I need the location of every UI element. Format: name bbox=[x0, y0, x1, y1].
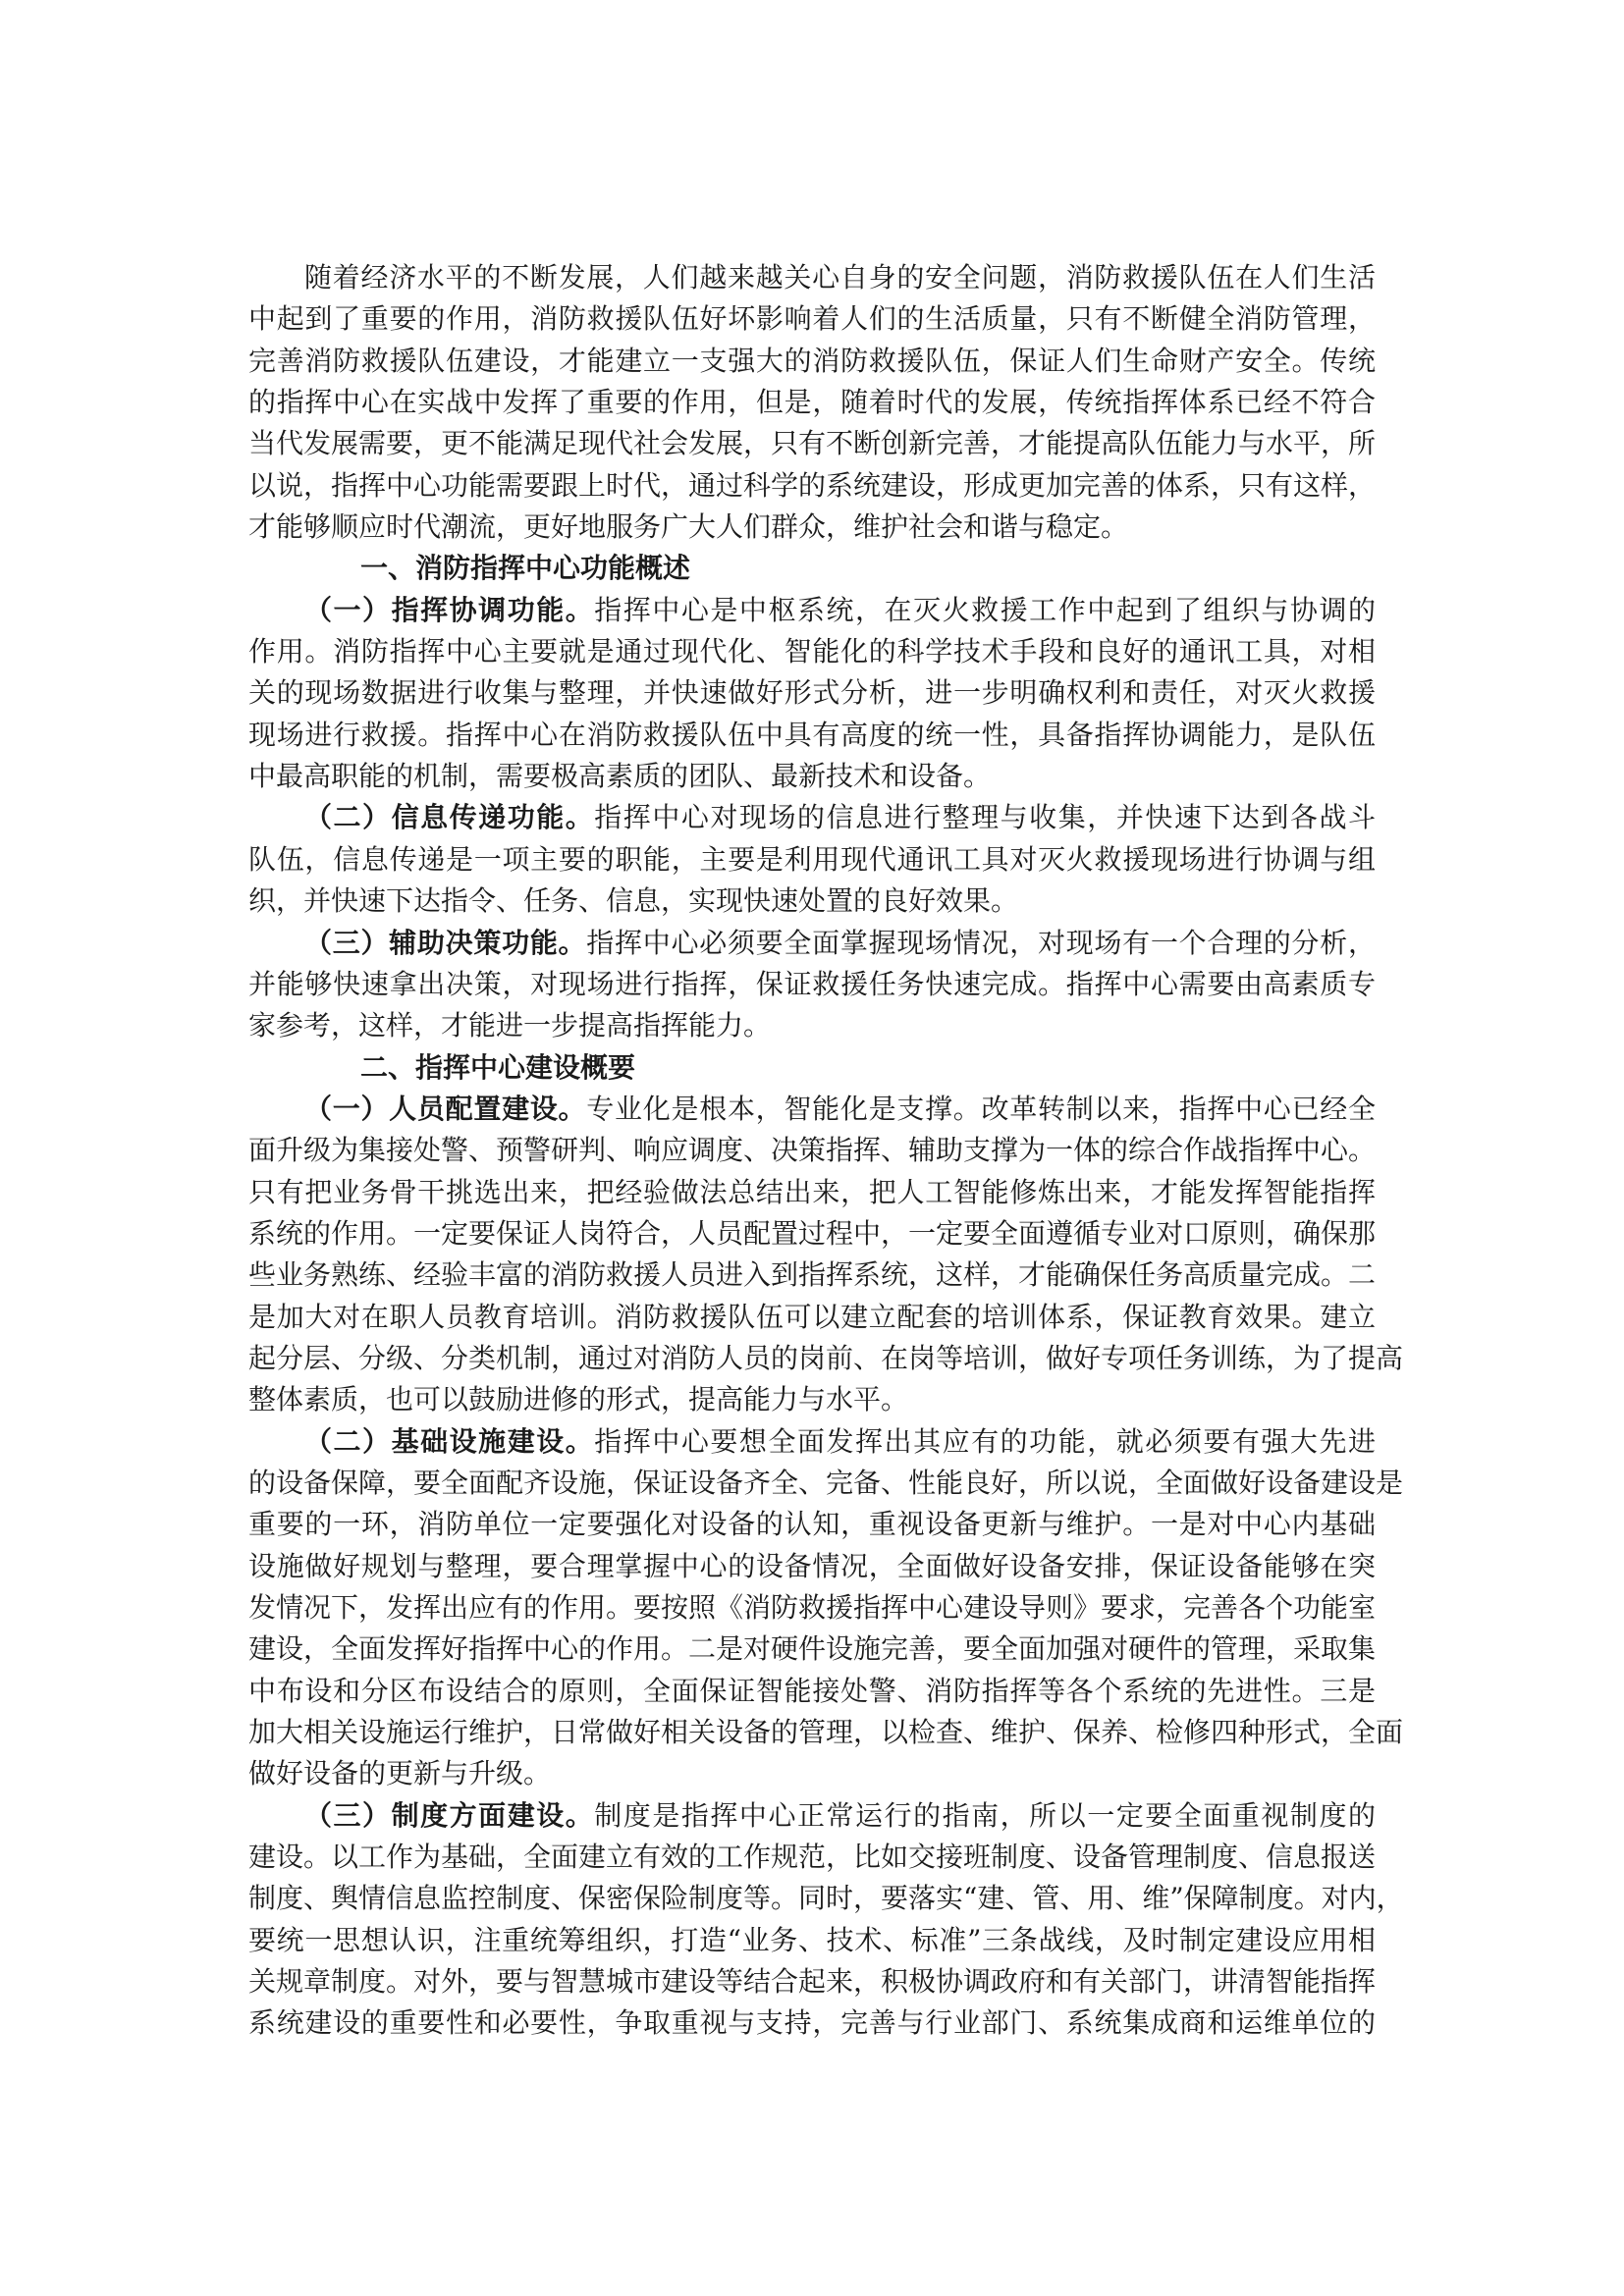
paragraph-institutional bbox=[248, 1795, 1404, 2045]
text-line: 当代发展需要，更不能满足现代社会发展，只有不断创新完善，才能提高队伍能力与水平，所 bbox=[248, 427, 1377, 460]
paragraph-text: 指挥中心要想全面发挥出其应有的功能，就必须要有强大先进 bbox=[594, 1424, 1376, 1458]
paragraph-decision-support bbox=[248, 923, 1376, 1047]
document-page bbox=[248, 257, 1404, 2045]
text-line: 发情况下，发挥出应有的作用。要按照《消防救援指挥中心建设导则》要求，完善各个功能室 bbox=[248, 1591, 1377, 1624]
paragraph-text: 专业化是根本，智能化是支撑。改革转制以来，指挥中心已经全 bbox=[586, 1092, 1376, 1125]
paragraph-text: 指挥中心对现场的信息进行整理与收集，并快速下达到各战斗 bbox=[594, 801, 1376, 834]
text-line: 中布设和分区布设结合的原则，全面保证智能接处警、消防指挥等各个系统的先进性。三是 bbox=[248, 1674, 1376, 1707]
text-line: 作用。消防指挥中心主要就是通过现代化、智能化的科学技术手段和良好的通讯工具，对相 bbox=[248, 635, 1376, 668]
text-line: 现场进行救援。指挥中心在消防救援队伍中具有高度的统一性，具备指挥协调能力，是队伍 bbox=[248, 718, 1376, 751]
text-line: 关的现场数据进行收集与整理，并快速做好形式分析，进一步明确权利和责任，对灭火救援 bbox=[248, 676, 1376, 710]
paragraph-text: 制度是指挥中心正常运行的指南，所以一定要全面重视制度的 bbox=[594, 1798, 1376, 1832]
text-line: 家参考，这样，才能进一步提高指挥能力。 bbox=[248, 1009, 772, 1042]
paragraph-command-coordination bbox=[248, 590, 1376, 798]
text-line: 才能够顺应时代潮流，更好地服务广大人们群众，维护社会和谐与稳定。 bbox=[248, 510, 1129, 544]
text-line: 些业务熟练、经验丰富的消防救援人员进入到指挥系统，这样，才能确保任务高质量完成。二 bbox=[248, 1258, 1377, 1292]
intro-paragraph bbox=[248, 257, 1376, 548]
text-line bbox=[248, 1795, 1376, 1837]
section-heading-1: 一、消防指挥中心功能概述 bbox=[360, 552, 691, 585]
text-line: 建设。以工作为基础，全面建立有效的工作规范，比如交接班制度、设备管理制度、信息报送 bbox=[248, 1841, 1377, 1874]
text-line: 织，并快速下达指令、任务、信息，实现快速处置的良好效果。 bbox=[248, 884, 1019, 918]
text-line: 系统的作用。一定要保证人岗符合，人员配置过程中，一定要全面遵循专业对口原则，确保那 bbox=[248, 1216, 1377, 1250]
paragraph-information-transfer bbox=[248, 797, 1376, 922]
text-line bbox=[248, 1089, 1376, 1130]
text-line bbox=[248, 590, 1376, 631]
text-line bbox=[248, 923, 1376, 964]
text-line: 并能够快速拿出决策，对现场进行指挥，保证救援任务快速完成。指挥中心需要由高素质专 bbox=[248, 967, 1376, 1000]
text-line: 只有把业务骨干挑选出来，把经验做法总结出来，把人工智能修炼出来，才能发挥智能指挥 bbox=[248, 1175, 1376, 1208]
paragraph-staffing bbox=[248, 1089, 1404, 1421]
text-line: 起分层、分级、分类机制，通过对消防人员的岗前、在岗等培训，做好专项任务训练，为了提高 bbox=[248, 1341, 1404, 1374]
text-line: 制度、舆情信息监控制度、保密保险制度等。同时，要落实“建、管、用、维”保障制度。对内， bbox=[248, 1882, 1404, 1915]
text-line: 的设备保障，要全面配齐设施，保证设备齐全、完备、性能良好，所以说，全面做好设备建设是 bbox=[248, 1466, 1404, 1499]
text-line bbox=[248, 1421, 1376, 1463]
paragraph-text: 指挥中心必须要全面掌握现场情况，对现场有一个合理的分析， bbox=[586, 926, 1376, 959]
text-line: 建设，全面发挥好指挥中心的作用。二是对硬件设施完善，要全面加强对硬件的管理，采取集 bbox=[248, 1632, 1377, 1666]
text-line: 要统一思想认识，注重统筹组织，打造“业务、技术、标准”三条战线，及时制定建设应用相 bbox=[248, 1923, 1376, 1956]
paragraph-lead: （三）辅助决策功能。 bbox=[304, 926, 587, 959]
text-line: 随着经济水平的不断发展，人们越来越关心自身的安全问题，消防救援队伍在人们生活 bbox=[304, 261, 1376, 294]
text-line: 加大相关设施运行维护，日常做好相关设备的管理，以检查、维护、保养、检修四种形式，全面 bbox=[248, 1716, 1404, 1749]
paragraph-lead: （一）人员配置建设。 bbox=[304, 1092, 587, 1125]
paragraph-lead: （二）信息传递功能。 bbox=[304, 801, 595, 834]
text-line: 系统建设的重要性和必要性，争取重视与支持，完善与行业部门、系统集成商和运维单位的 bbox=[248, 2006, 1376, 2040]
section-heading-2: 二、指挥中心建设概要 bbox=[360, 1050, 636, 1084]
text-line: 以说，指挥中心功能需要跟上时代，通过科学的系统建设，形成更加完善的体系，只有这样， bbox=[248, 468, 1377, 502]
text-line bbox=[248, 797, 1376, 838]
text-line: 是加大对在职人员教育培训。消防救援队伍可以建立配套的培训体系，保证教育效果。建立 bbox=[248, 1300, 1376, 1333]
text-line: 面升级为集接处警、预警研判、响应调度、决策指挥、辅助支撑为一体的综合作战指挥中心。 bbox=[248, 1134, 1377, 1167]
text-line: 队伍，信息传递是一项主要的职能，主要是利用现代通讯工具对灭火救援现场进行协调与组 bbox=[248, 842, 1376, 876]
text-line: 的指挥中心在实战中发挥了重要的作用，但是，随着时代的发展，传统指挥体系已经不符合 bbox=[248, 386, 1376, 419]
text-line: 完善消防救援队伍建设，才能建立一支强大的消防救援队伍，保证人们生命财产安全。传统 bbox=[248, 344, 1376, 377]
paragraph-lead: （一）指挥协调功能。 bbox=[304, 593, 595, 626]
text-line: 中起到了重要的作用，消防救援队伍好坏影响着人们的生活质量，只有不断健全消防管理， bbox=[248, 302, 1376, 336]
paragraph-text: 指挥中心是中枢系统，在灭火救援工作中起到了组织与协调的 bbox=[594, 593, 1376, 626]
text-line: 设施做好规划与整理，要合理掌握中心的设备情况，全面做好设备安排，保证设备能够在突 bbox=[248, 1549, 1376, 1582]
paragraph-lead: （二）基础设施建设。 bbox=[304, 1424, 595, 1458]
text-line: 中最高职能的机制，需要极高素质的团队、最新技术和设备。 bbox=[248, 760, 992, 793]
text-line: 关规章制度。对外，要与智慧城市建设等结合起来，积极协调政府和有关部门，讲清智能指挥 bbox=[248, 1965, 1377, 1999]
text-line: 做好设备的更新与升级。 bbox=[248, 1757, 552, 1790]
paragraph-lead: （三）制度方面建设。 bbox=[304, 1798, 595, 1832]
text-line: 重要的一环，消防单位一定要强化对设备的认知，重视设备更新与维护。一是对中心内基础 bbox=[248, 1508, 1376, 1541]
paragraph-infrastructure bbox=[248, 1421, 1404, 1795]
text-line: 整体素质，也可以鼓励进修的形式，提高能力与水平。 bbox=[248, 1383, 909, 1416]
